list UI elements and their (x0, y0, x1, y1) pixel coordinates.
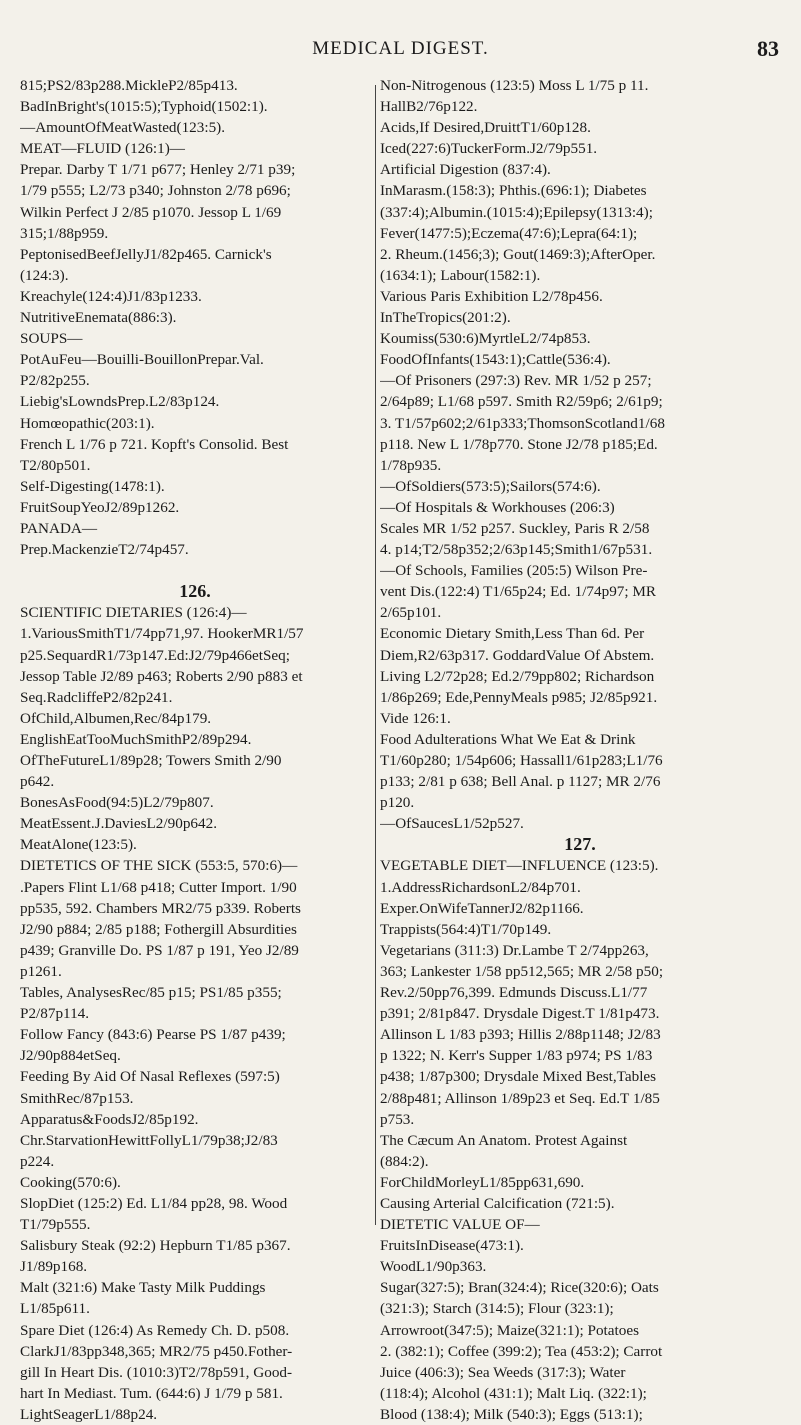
right-column-line: Allinson L 1/83 p393; Hillis 2/88p1148; J2/83 (380, 1026, 661, 1044)
right-column-line: HallB2/76p122. (380, 98, 478, 116)
right-column-line: Arrowroot(347:5); Maize(321:1); Potatoes (380, 1321, 639, 1339)
left-column-line: hart In Mediast. Tum. (644:6) J 1/79 p 581. (20, 1384, 283, 1402)
left-column-line: Homœopathic(203:1). (20, 414, 155, 432)
left-column-line: Self-Digesting(1478:1). (20, 477, 165, 495)
right-column-line: p120. (380, 794, 415, 812)
right-column-line: Fever(1477:5);Eczema(47:6);Lepra(64:1); (380, 224, 638, 242)
right-column-line: 363; Lankester 1/58 pp512,565; MR 2/58 p50; (380, 962, 664, 980)
left-column-line: Seq.RadcliffeP2/82p241. (20, 688, 173, 706)
right-column-line: 2/64p89; L1/68 p597. Smith R2/59p6; 2/61p9; (380, 393, 663, 411)
right-column-line: 2. (382:1); Coffee (399:2); Tea (453:2); Carrot (380, 1342, 663, 1360)
right-column-line: vent Dis.(122:4) T1/65p24; Ed. 1/74p97; MR (380, 583, 657, 601)
right-column-line: Non-Nitrogenous (123:5) Moss L 1/75 p 11. (380, 77, 649, 94)
left-column-line: SlopDiet (125:2) Ed. L1/84 pp28, 98. Wood (20, 1194, 288, 1212)
right-column-line: FoodOfInfants(1543:1);Cattle(536:4). (380, 351, 611, 369)
right-column-line: (1634:1); Labour(1582:1). (380, 266, 541, 284)
left-column-line: SCIENTIFIC DIETARIES (126:4)— (20, 604, 247, 622)
right-column-line: Vide 126:1. (380, 709, 451, 727)
right-column-line: ForChildMorleyL1/85pp631,690. (380, 1173, 585, 1191)
right-column-line: Vegetarians (311:3) Dr.Lambe T 2/74pp263, (380, 941, 649, 959)
left-column-line: P2/82p255. (20, 372, 90, 390)
left-column-line: Spare Diet (126:4) As Remedy Ch. D. p508. (20, 1321, 290, 1339)
left-column-line (20, 560, 370, 581)
right-column-line: 3. T1/57p602;2/61p333;ThomsonScotland1/68 (380, 414, 665, 432)
left-column-line: gill In Heart Dis. (1010:3)T2/78p591, Good- (20, 1363, 293, 1381)
right-column-line: 2/88p481; Allinson 1/89p23 et Seq. Ed.T 1/85 (380, 1089, 660, 1107)
left-column-line: Chr.StarvationHewittFollyL1/79p38;J2/83 (20, 1131, 278, 1149)
left-column-line: MeatEssent.J.DaviesL2/90p642. (20, 815, 217, 833)
left-column-line: p1261. (20, 962, 62, 980)
page-number: 83 (757, 36, 779, 61)
right-column-line: Diem,R2/63p317. GoddardValue Of Abstem. (380, 646, 655, 664)
right-column-line: (321:3); Starch (314:5); Flour (323:1); (380, 1300, 614, 1318)
right-column-line: p391; 2/81p847. Drysdale Digest.T 1/81p473. (380, 1005, 660, 1023)
left-column-line: PANADA— (20, 519, 98, 537)
left-column-line: EnglishEatTooMuchSmithP2/89p294. (20, 730, 252, 748)
right-column-line: Sugar(327:5); Bran(324:4); Rice(320:6); Oats (380, 1279, 659, 1297)
left-column-line: p642. (20, 773, 55, 791)
right-column-line: —Of Hospitals & Workhouses (206:3) (380, 498, 615, 516)
right-column-line: Iced(227:6)TuckerForm.J2/79p551. (380, 140, 598, 158)
right-column-line: Rev.2/50pp76,399. Edmunds Discuss.L1/77 (380, 984, 648, 1002)
left-column-line: Cooking(570:6). (20, 1173, 121, 1191)
left-column-line: Salisbury Steak (92:2) Hepburn T1/85 p367. (20, 1237, 291, 1255)
left-column-line: 315;1/88p959. (20, 224, 109, 242)
running-head (0, 38, 801, 62)
left-column-line: SOUPS— (20, 330, 83, 348)
right-column-line: Causing Arterial Calcification (721:5). (380, 1194, 615, 1212)
left-column-line: OfTheFutureL1/89p28; Towers Smith 2/90 (20, 752, 282, 769)
left-column-line: J2/90 p884; 2/85 p188; Fothergill Absurdities (20, 920, 297, 938)
left-column-line: LightSeagerL1/88p24. (20, 1405, 158, 1423)
left-column-line: French L 1/76 p 721. Kopft's Consolid. Best (20, 435, 289, 453)
right-column-line: FruitsInDisease(473:1). (380, 1237, 524, 1255)
left-column-line: J1/89p168. (20, 1258, 88, 1276)
right-column-line: InMarasm.(158:3); Phthis.(696:1); Diabetes (380, 182, 647, 200)
left-column-line: L1/85p611. (20, 1300, 90, 1318)
right-column-line: Blood (138:4); Milk (540:3); Eggs (513:1); (380, 1405, 643, 1423)
right-column-line: The Cæcum An Anatom. Protest Against (380, 1131, 628, 1149)
left-column-line: J2/90p884etSeq. (20, 1047, 121, 1065)
right-column-line: 127. (564, 834, 596, 855)
left-column-line: FruitSoupYeoJ2/89p1262. (20, 498, 180, 516)
right-column-line: Trappists(564:4)T1/70p149. (380, 920, 552, 938)
left-column-line: Jessop Table J2/89 p463; Roberts 2/90 p883 et (20, 667, 303, 685)
left-column-line: Follow Fancy (843:6) Pearse PS 1/87 p439; (20, 1026, 286, 1044)
left-column-line: Kreachyle(124:4)J1/83p1233. (20, 287, 202, 305)
right-column-line: InTheTropics(201:2). (380, 309, 511, 327)
right-column (380, 75, 780, 1425)
right-column-line: T1/60p280; 1/54p606; Hassall1/61p283;L1/76 (380, 752, 663, 769)
left-column-line: SmithRec/87p153. (20, 1089, 134, 1107)
left-column-line: Tables, AnalysesRec/85 p15; PS1/85 p355; (20, 984, 282, 1002)
right-column-line: Koumiss(530:6)MyrtleL2/74p853. (380, 330, 591, 348)
right-column-line: Living L2/72p28; Ed.2/79pp802; Richardson (380, 667, 655, 685)
left-column-line: Wilkin Perfect J 2/85 p1070. Jessop L 1/69 (20, 203, 282, 221)
column-divider (375, 85, 376, 1225)
right-column-line: 4. p14;T2/58p352;2/63p145;Smith1/67p531. (380, 541, 653, 559)
right-column-line: Economic Dietary Smith,Less Than 6d. Per (380, 625, 645, 643)
right-column-line: p753. (380, 1110, 415, 1128)
right-column-line: p438; 1/87p300; Drysdale Mixed Best,Tables (380, 1068, 657, 1086)
left-column-line: MEAT—FLUID (126:1)— (20, 140, 185, 158)
right-column-line: Exper.OnWifeTannerJ2/82p1166. (380, 899, 584, 917)
right-column-line: 1.AddressRichardsonL2/84p701. (380, 878, 581, 896)
left-column-line: Prepar. Darby T 1/71 p677; Henley 2/71 p39; (20, 161, 296, 179)
left-column-line: PeptonisedBeefJellyJ1/82p465. Carnick's (20, 245, 272, 263)
right-column-line: p118. New L 1/78p770. Stone J2/78 p185;Ed. (380, 435, 658, 453)
left-column-line: NutritiveEnemata(886:3). (20, 309, 177, 327)
right-column-line: Scales MR 1/52 p257. Suckley, Paris R 2/58 (380, 519, 650, 537)
left-column-line: T2/80p501. (20, 456, 91, 474)
right-column-line: 2. Rheum.(1456;3); Gout(1469:3);AfterOper. (380, 245, 656, 263)
right-column-line: DIETETIC VALUE OF— (380, 1216, 540, 1234)
right-column-line: 1/86p269; Ede,PennyMeals p985; J2/85p921. (380, 688, 658, 706)
left-column-line: p224. (20, 1152, 55, 1170)
left-column-line: PotAuFeu—Bouilli-BouillonPrepar.Val. (20, 351, 264, 369)
left-column-line: Apparatus&FoodsJ2/85p192. (20, 1110, 199, 1128)
left-column-line: (124:3). (20, 266, 69, 284)
right-column-line: —OfSoldiers(573:5);Sailors(574:6). (380, 477, 601, 495)
right-column-line: —Of Schools, Families (205:5) Wilson Pre- (380, 562, 648, 580)
left-column-line: Malt (321:6) Make Tasty Milk Puddings (20, 1279, 266, 1297)
right-column-line: Acids,If Desired,DruittT1/60p128. (380, 119, 591, 137)
left-column-line: Prep.MackenzieT2/74p457. (20, 541, 189, 559)
left-column-line: BonesAsFood(94:5)L2/79p807. (20, 794, 214, 812)
left-column-line: BadInBright's(1015:5);Typhoid(1502:1). (20, 98, 268, 116)
left-column-line: p25.SequardR1/73p147.Ed:J2/79p466etSeq; (20, 646, 290, 664)
left-column-line: MeatAlone(123:5). (20, 836, 137, 854)
right-column-line: (337:4);Albumin.(1015:4);Epilepsy(1313:4); (380, 203, 653, 221)
left-column-line: pp535, 592. Chambers MR2/75 p339. Roberts (20, 899, 301, 917)
running-title: MEDICAL DIGEST. (312, 38, 489, 59)
right-column-line: p 1322; N. Kerr's Supper 1/83 p974; PS 1/83 (380, 1047, 653, 1065)
left-column-line: DIETETICS OF THE SICK (553:5, 570:6)— (20, 857, 298, 875)
right-column-line: 2/65p101. (380, 604, 442, 622)
left-column-line: 815;PS2/83p288.MickleP2/85p413. (20, 77, 238, 94)
right-column-line: —OfSaucesL1/52p527. (380, 815, 524, 833)
left-column-line: 126. (179, 581, 211, 602)
right-column-line: Food Adulterations What We Eat & Drink (380, 730, 636, 748)
right-column-line: Various Paris Exhibition L2/78p456. (380, 287, 603, 305)
left-column-line: OfChild,Albumen,Rec/84p179. (20, 709, 212, 727)
right-column-line: Juice (406:3); Sea Weeds (317:3); Water (380, 1363, 626, 1381)
left-column-line: Liebig'sLowndsPrep.L2/83p124. (20, 393, 220, 411)
left-column-line: P2/87p114. (20, 1005, 90, 1023)
left-column-line: p439; Granville Do. PS 1/87 p 191, Yeo J2/89 (20, 941, 299, 959)
left-column-line: ClarkJ1/83pp348,365; MR2/75 p450.Fother- (20, 1342, 293, 1360)
right-column-line: p133; 2/81 p 638; Bell Anal. p 1127; MR 2/76 (380, 773, 661, 791)
right-column-line: WoodL1/90p363. (380, 1258, 487, 1276)
right-column-line: (118:4); Alcohol (431:1); Malt Liq. (322:1); (380, 1384, 647, 1402)
right-column-line: —Of Prisoners (297:3) Rev. MR 1/52 p 257; (380, 372, 652, 390)
left-column-line: T1/79p555. (20, 1216, 91, 1234)
right-column-line: 1/78p935. (380, 456, 442, 474)
left-column-line: —AmountOfMeatWasted(123:5). (20, 119, 226, 137)
left-column-line: .Papers Flint L1/68 p418; Cutter Import. 1/90 (20, 878, 297, 896)
right-column-line: Artificial Digestion (837:4). (380, 161, 551, 179)
left-column-line: 1/79 p555; L2/73 p340; Johnston 2/78 p696; (20, 182, 291, 200)
right-column-line: (884:2). (380, 1152, 429, 1170)
left-column-line: Feeding By Aid Of Nasal Reflexes (597:5) (20, 1068, 280, 1086)
right-column-line: VEGETABLE DIET—INFLUENCE (123:5). (380, 857, 659, 875)
left-column-line: 1.VariousSmithT1/74pp71,97. HookerMR1/57 (20, 625, 304, 643)
left-column (20, 75, 370, 1425)
